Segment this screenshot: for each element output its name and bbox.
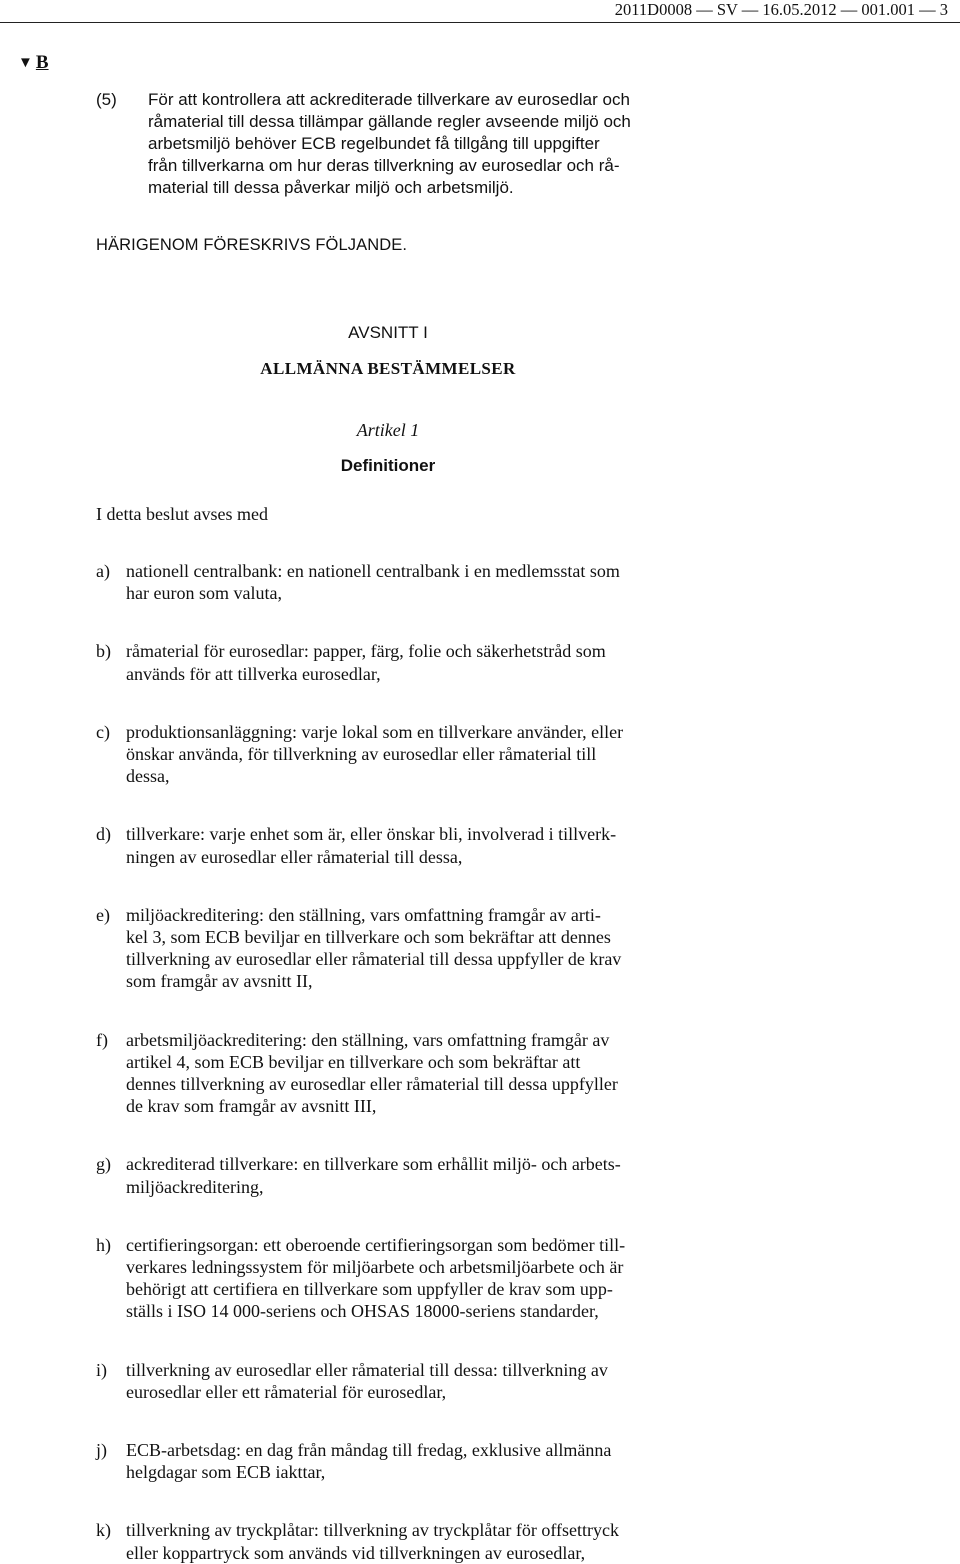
header-divider [0,22,960,23]
definition-label: c) [96,721,110,742]
definition-text [126,560,680,604]
recital-line: För att kontrollera att ackrediterade tillverkare av eurosedlar och [148,90,630,109]
definition-line: arbetsmiljöackreditering: den ställning, vars omfattning framgår av [126,1029,610,1050]
definition-line: ningen av eurosedlar eller råmaterial till dessa, [126,846,463,867]
definition-list [96,560,680,1564]
definition-text [126,1234,680,1323]
definition-item [96,1359,680,1403]
definition-item [96,904,680,993]
definition-line: kel 3, som ECB beviljar en tillverkare och som bekräftar att dennes [126,927,611,948]
definition-text [126,721,680,788]
recital [96,89,684,199]
definition-label: h) [96,1234,111,1255]
definition-line: tillverkare: varje enhet som är, eller önskar bli, involverad i tillverk- [126,824,617,845]
definition-text [126,1029,680,1118]
definition-line: som framgår av avsnitt II, [126,971,313,992]
definition-line: helgdagar som ECB iakttar, [126,1462,326,1483]
definition-line: har euron som valuta, [126,583,282,604]
section-label: AVSNITT I [348,323,428,342]
definition-line: certifieringsorgan: ett oberoende certifieringsorgan som bedömer till- [126,1234,626,1255]
definition-item [96,560,680,604]
definition-line: verkares ledningssystem för miljöarbete och arbetsmiljöarbete och är [126,1257,624,1278]
page-header: 2011D0008 — SV — 16.05.2012 — 001.001 — 3 [614,0,948,19]
definition-text [126,904,680,993]
intro-text: I detta beslut avses med [96,504,268,524]
definition-label: f) [96,1029,108,1050]
definition-line: dennes tillverkning av eurosedlar eller råmaterial till dessa uppfyller [126,1074,618,1095]
definition-label: g) [96,1154,111,1175]
definition-line: dessa, [126,766,170,787]
definition-label: d) [96,824,111,845]
definition-label: e) [96,904,110,925]
article-label: Artikel 1 [356,420,420,440]
definition-line: eller koppartryck som används vid tillverkningen av eurosedlar, [126,1542,586,1563]
definition-line: tillverkning av tryckplåtar: tillverkning av tryckplåtar för offsettryck [126,1520,620,1541]
definition-item [96,1234,680,1323]
definition-line: behörigt att certifiera en tillverkare som uppfyller de krav som upp- [126,1279,613,1300]
amendment-marker [18,52,49,75]
definition-line: råmaterial för eurosedlar: papper, färg, folie och säkerhetstråd som [126,641,606,662]
definition-line: miljöackreditering, [126,1176,264,1197]
definition-text [126,1519,680,1563]
definition-line: nationell centralbank: en nationell centralbank i en medlemsstat som [126,561,620,581]
recital-number: (5) [96,90,117,109]
definition-line: ställs i ISO 14 000-seriens och OHSAS 18000-seriens standarder, [126,1301,599,1322]
definition-item [96,640,680,684]
definition-label: j) [96,1440,107,1461]
triangle-down-icon: ▼ [18,55,33,71]
definition-text [126,1359,680,1403]
definition-text [126,640,680,684]
recital-line: arbetsmiljö behöver ECB regelbundet få tillgång till uppgifter [148,134,600,153]
recital-line: råmaterial till dessa tillämpar gällande regler avseende miljö och [148,112,631,131]
definition-line: miljöackreditering: den ställning, vars omfattning framgår av arti- [126,904,601,925]
definition-item [96,1519,680,1563]
definition-line: de krav som framgår av avsnitt III, [126,1096,377,1117]
enacting-formula: HÄRIGENOM FÖRESKRIVS FÖLJANDE. [96,236,408,254]
article-title: Definitioner [340,456,436,475]
definition-line: eurosedlar eller ett råmaterial för eurosedlar, [126,1381,447,1402]
definition-line: önskar använda, för tillverkning av eurosedlar eller råmaterial till [126,744,597,765]
definition-line: ackrediterad tillverkare: en tillverkare som erhållit miljö- och arbets- [126,1154,621,1175]
definition-line: ECB-arbetsdag: en dag från måndag till fredag, exklusive allmänna [126,1440,612,1461]
definition-text [126,1153,680,1197]
definition-line: tillverkning av eurosedlar eller råmaterial till dessa uppfyller de krav [126,949,622,970]
recital-line: från tillverkarna om hur deras tillverkning av eurosedlar och rå- [148,156,620,175]
definition-item [96,1439,680,1483]
definition-text [126,823,680,867]
definition-item [96,1153,680,1197]
definition-item [96,823,680,867]
definition-line: används för att tillverka eurosedlar, [126,663,381,684]
definition-line: artikel 4, som ECB beviljar en tillverkare och som bekräftar att [126,1051,581,1072]
marker-letter: B [35,52,49,73]
definition-line: produktionsanläggning: varje lokal som en tillverkare använder, eller [126,721,624,742]
section-title: ALLMÄNNA BESTÄMMELSER [260,359,516,378]
definition-item [96,1029,680,1118]
definition-text [126,1439,680,1483]
definition-label: k) [96,1520,111,1541]
recital-line: material till dessa påverkar miljö och arbetsmiljö. [148,178,514,197]
definition-line: tillverkning av eurosedlar eller råmaterial till dessa: tillverkning av [126,1359,608,1380]
definition-item [96,721,680,788]
definition-label: a) [96,561,110,581]
definition-label: i) [96,1359,107,1380]
definition-label: b) [96,641,111,662]
recital-text [148,89,684,199]
